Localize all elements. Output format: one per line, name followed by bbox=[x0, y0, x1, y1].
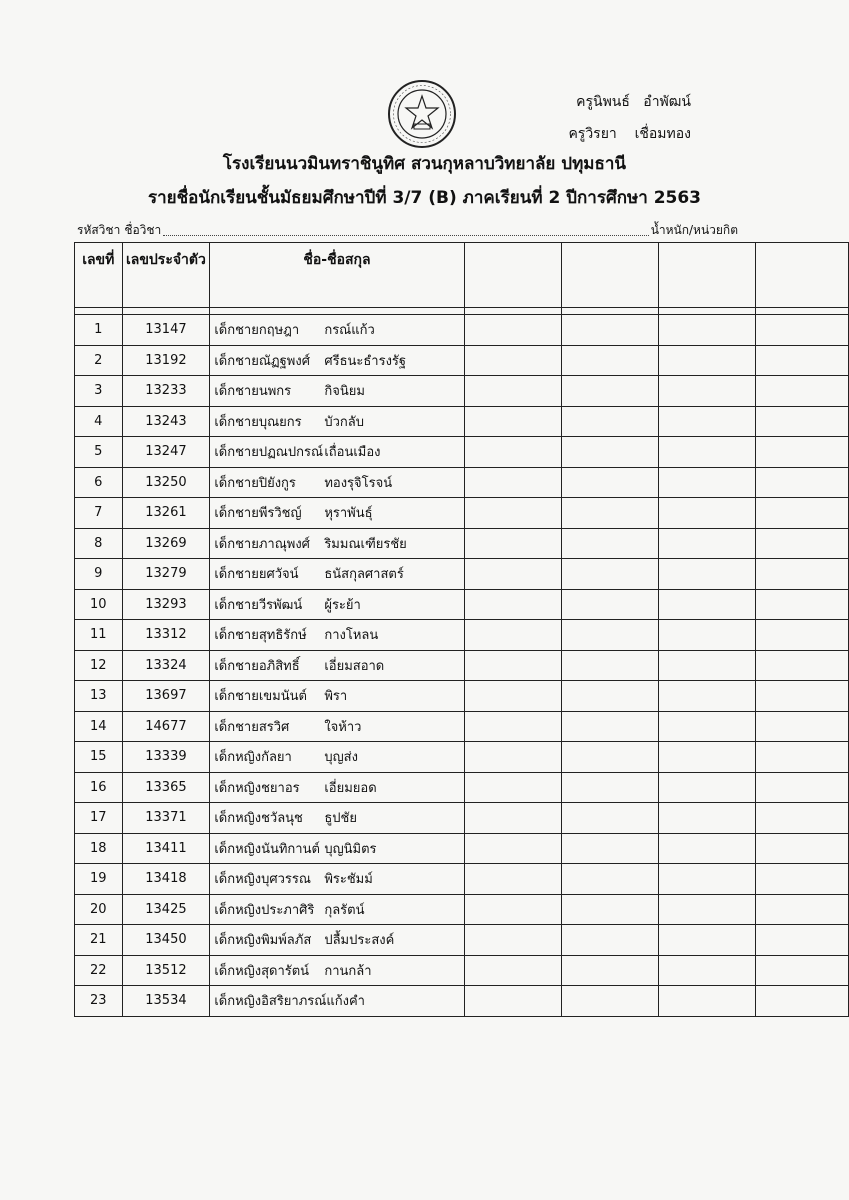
cell-blank-3 bbox=[658, 559, 755, 590]
cell-last-name: เอี่ยมสอาด bbox=[324, 658, 385, 674]
cell-blank-2 bbox=[561, 925, 658, 956]
cell-blank-2 bbox=[561, 864, 658, 895]
cell-blank-1 bbox=[464, 620, 561, 651]
cell-first-name: เด็กชายสรวิศ bbox=[214, 719, 290, 735]
cell-blank-1 bbox=[464, 406, 561, 437]
cell-blank-2 bbox=[561, 528, 658, 559]
cell-blank-3 bbox=[658, 528, 755, 559]
cell-student-id: 13261 bbox=[122, 498, 210, 529]
teacher-1-name: ครูนิพนธ์ bbox=[576, 94, 630, 110]
cell-blank-1 bbox=[464, 833, 561, 864]
cell-blank-3 bbox=[658, 742, 755, 773]
cell-full-name bbox=[210, 467, 464, 498]
cell-last-name: บุญส่ง bbox=[324, 750, 358, 766]
course-name-label: ชื่อวิชา bbox=[124, 223, 162, 237]
cell-last-name: พิระชัมม์ bbox=[324, 872, 373, 888]
cell-full-name bbox=[210, 406, 464, 437]
cell-blank-1 bbox=[464, 864, 561, 895]
cell-full-name bbox=[210, 711, 464, 742]
cell-blank-2 bbox=[561, 711, 658, 742]
table-row bbox=[75, 742, 849, 773]
table-row bbox=[75, 955, 849, 986]
cell-full-name bbox=[210, 345, 464, 376]
cell-student-id: 13247 bbox=[122, 437, 210, 468]
cell-first-name: เด็กชายปิยังกูร bbox=[214, 475, 296, 491]
cell-blank-3 bbox=[658, 498, 755, 529]
cell-blank-1 bbox=[464, 681, 561, 712]
cell-full-name bbox=[210, 864, 464, 895]
cell-blank-2 bbox=[561, 467, 658, 498]
cell-blank-1 bbox=[464, 894, 561, 925]
cell-student-id: 13450 bbox=[122, 925, 210, 956]
cell-blank-2 bbox=[561, 498, 658, 529]
cell-blank-2 bbox=[561, 376, 658, 407]
cell-blank-4 bbox=[755, 528, 848, 559]
table-row bbox=[75, 833, 849, 864]
cell-full-name bbox=[210, 894, 464, 925]
table-row bbox=[75, 711, 849, 742]
school-name: โรงเรียนนวมินทราชินูทิศ สวนกุหลาบวิทยาลัย ปทุมธานี bbox=[222, 154, 627, 174]
cell-student-id: 13269 bbox=[122, 528, 210, 559]
header-full-name: ชื่อ-ชื่อสกุล bbox=[210, 243, 464, 308]
header-student-id: เลขประจำตัว bbox=[122, 243, 210, 308]
cell-first-name: เด็กชายปฏณปกรณ์ bbox=[214, 445, 324, 461]
cell-blank-1 bbox=[464, 742, 561, 773]
cell-number: 1 bbox=[75, 315, 123, 346]
cell-student-id: 13147 bbox=[122, 315, 210, 346]
cell-blank-3 bbox=[658, 864, 755, 895]
cell-full-name bbox=[210, 803, 464, 834]
cell-student-id: 13312 bbox=[122, 620, 210, 651]
cell-blank-2 bbox=[561, 406, 658, 437]
cell-blank-2 bbox=[561, 589, 658, 620]
cell-student-id: 13425 bbox=[122, 894, 210, 925]
cell-number: 9 bbox=[75, 559, 123, 590]
table-row bbox=[75, 467, 849, 498]
table-row bbox=[75, 345, 849, 376]
cell-blank-4 bbox=[755, 650, 848, 681]
cell-blank-3 bbox=[658, 437, 755, 468]
cell-blank-3 bbox=[658, 467, 755, 498]
cell-blank-4 bbox=[755, 437, 848, 468]
cell-first-name: เด็กชายณัฏฐพงศ์ bbox=[214, 353, 310, 369]
cell-blank-4 bbox=[755, 681, 848, 712]
cell-last-name: กรณ์แก้ว bbox=[324, 323, 375, 339]
cell-first-name: เด็กหญิงสุดารัตน์ bbox=[214, 963, 310, 979]
cell-number: 7 bbox=[75, 498, 123, 529]
table-row bbox=[75, 437, 849, 468]
cell-full-name bbox=[210, 742, 464, 773]
cell-number: 19 bbox=[75, 864, 123, 895]
cell-blank-3 bbox=[658, 650, 755, 681]
cell-blank-3 bbox=[658, 803, 755, 834]
cell-student-id: 13418 bbox=[122, 864, 210, 895]
cell-number: 13 bbox=[75, 681, 123, 712]
cell-number: 23 bbox=[75, 986, 123, 1017]
cell-full-name bbox=[210, 986, 464, 1017]
header-blank-1 bbox=[464, 243, 561, 308]
cell-first-name: เด็กชายกฤษฎา bbox=[214, 323, 300, 339]
cell-blank-3 bbox=[658, 620, 755, 651]
cell-blank-1 bbox=[464, 437, 561, 468]
cell-first-name: เด็กชายยศวัจน์ bbox=[214, 567, 299, 583]
cell-first-name: เด็กหญิงชยาอร bbox=[214, 780, 300, 796]
table-row bbox=[75, 559, 849, 590]
cell-number: 22 bbox=[75, 955, 123, 986]
cell-blank-3 bbox=[658, 589, 755, 620]
cell-first-name: เด็กหญิงประภาศิริ bbox=[214, 902, 315, 918]
cell-blank-3 bbox=[658, 681, 755, 712]
cell-number: 12 bbox=[75, 650, 123, 681]
cell-blank-2 bbox=[561, 833, 658, 864]
cell-student-id: 13243 bbox=[122, 406, 210, 437]
cell-number: 17 bbox=[75, 803, 123, 834]
cell-last-name: กิจนิยม bbox=[324, 384, 365, 400]
cell-blank-2 bbox=[561, 955, 658, 986]
cell-first-name: เด็กชายภาณุพงศ์ bbox=[214, 536, 310, 552]
cell-blank-4 bbox=[755, 559, 848, 590]
cell-first-name: เด็กชายอภิสิทธิ์ bbox=[214, 658, 300, 674]
cell-blank-4 bbox=[755, 742, 848, 773]
cell-student-id: 13233 bbox=[122, 376, 210, 407]
cell-blank-2 bbox=[561, 772, 658, 803]
cell-blank-2 bbox=[561, 681, 658, 712]
cell-blank-1 bbox=[464, 925, 561, 956]
table-row bbox=[75, 894, 849, 925]
cell-blank-4 bbox=[755, 406, 848, 437]
cell-last-name: ใจห้าว bbox=[324, 719, 362, 735]
cell-student-id: 13279 bbox=[122, 559, 210, 590]
cell-blank-2 bbox=[561, 620, 658, 651]
cell-full-name bbox=[210, 559, 464, 590]
table-row bbox=[75, 620, 849, 651]
cell-number: 18 bbox=[75, 833, 123, 864]
teacher-2 bbox=[568, 118, 691, 150]
cell-last-name: เอี่ยมยอด bbox=[324, 780, 377, 796]
cell-first-name: เด็กหญิงนันทิกานต์ bbox=[214, 841, 320, 857]
cell-blank-3 bbox=[658, 925, 755, 956]
cell-full-name bbox=[210, 589, 464, 620]
cell-student-id: 13293 bbox=[122, 589, 210, 620]
cell-last-name: ทองรุจิโรจน์ bbox=[324, 475, 393, 491]
cell-student-id: 13324 bbox=[122, 650, 210, 681]
cell-last-name: กานกล้า bbox=[324, 963, 372, 979]
cell-full-name bbox=[210, 681, 464, 712]
table-row bbox=[75, 528, 849, 559]
cell-blank-4 bbox=[755, 315, 848, 346]
student-roster-table bbox=[74, 242, 849, 1017]
course-name-blank bbox=[163, 221, 648, 236]
cell-blank-4 bbox=[755, 772, 848, 803]
cell-last-name: พิรา bbox=[324, 689, 348, 705]
cell-full-name bbox=[210, 315, 464, 346]
cell-number: 11 bbox=[75, 620, 123, 651]
cell-blank-1 bbox=[464, 376, 561, 407]
cell-blank-4 bbox=[755, 498, 848, 529]
cell-blank-3 bbox=[658, 833, 755, 864]
cell-blank-4 bbox=[755, 803, 848, 834]
cell-first-name: เด็กชายนพกร bbox=[214, 384, 292, 400]
cell-blank-4 bbox=[755, 376, 848, 407]
table-row bbox=[75, 681, 849, 712]
cell-blank-3 bbox=[658, 345, 755, 376]
table-row bbox=[75, 650, 849, 681]
teacher-1-surname: อำพัฒน์ bbox=[643, 94, 691, 110]
cell-last-name: แก้งคำ bbox=[326, 994, 365, 1010]
table-header-row bbox=[75, 243, 849, 308]
cell-blank-1 bbox=[464, 315, 561, 346]
cell-student-id: 13365 bbox=[122, 772, 210, 803]
cell-blank-1 bbox=[464, 986, 561, 1017]
cell-number: 15 bbox=[75, 742, 123, 773]
cell-blank-1 bbox=[464, 650, 561, 681]
cell-blank-2 bbox=[561, 803, 658, 834]
table-row bbox=[75, 864, 849, 895]
cell-blank-4 bbox=[755, 955, 848, 986]
cell-student-id: 13339 bbox=[122, 742, 210, 773]
teacher-signatures bbox=[568, 86, 691, 150]
cell-last-name: บัวกลับ bbox=[324, 414, 364, 430]
cell-blank-1 bbox=[464, 559, 561, 590]
cell-student-id: 13411 bbox=[122, 833, 210, 864]
cell-full-name bbox=[210, 620, 464, 651]
cell-blank-4 bbox=[755, 711, 848, 742]
cell-first-name: เด็กชายสุทธิรักษ์ bbox=[214, 628, 307, 644]
cell-number: 14 bbox=[75, 711, 123, 742]
table-row bbox=[75, 498, 849, 529]
cell-blank-1 bbox=[464, 711, 561, 742]
teacher-2-name: ครูวิรยา bbox=[568, 126, 617, 142]
cell-student-id: 13192 bbox=[122, 345, 210, 376]
cell-blank-2 bbox=[561, 437, 658, 468]
cell-number: 6 bbox=[75, 467, 123, 498]
cell-blank-1 bbox=[464, 589, 561, 620]
header-spacer-row bbox=[75, 308, 849, 315]
cell-student-id: 13697 bbox=[122, 681, 210, 712]
cell-blank-2 bbox=[561, 650, 658, 681]
roster-body bbox=[75, 315, 849, 1017]
cell-number: 4 bbox=[75, 406, 123, 437]
cell-first-name: เด็กชายวีรพัฒน์ bbox=[214, 597, 303, 613]
table-row bbox=[75, 315, 849, 346]
cell-first-name: เด็กชายบุณยกร bbox=[214, 414, 302, 430]
cell-blank-3 bbox=[658, 315, 755, 346]
table-row bbox=[75, 406, 849, 437]
cell-student-id: 14677 bbox=[122, 711, 210, 742]
cell-last-name: ผู้ระย้า bbox=[324, 597, 361, 613]
cell-blank-1 bbox=[464, 772, 561, 803]
cell-last-name: เถื่อนเมือง bbox=[324, 445, 381, 461]
header-blank-4 bbox=[755, 243, 848, 308]
cell-full-name bbox=[210, 437, 464, 468]
cell-number: 2 bbox=[75, 345, 123, 376]
cell-full-name bbox=[210, 772, 464, 803]
cell-blank-3 bbox=[658, 376, 755, 407]
cell-blank-2 bbox=[561, 345, 658, 376]
cell-full-name bbox=[210, 833, 464, 864]
list-title: รายชื่อนักเรียนชั้นมัธยมศึกษาปีที่ 3/7 (B) ภาคเรียนที่ 2 ปีการศึกษา 2563 bbox=[147, 188, 702, 208]
cell-full-name bbox=[210, 925, 464, 956]
cell-blank-3 bbox=[658, 955, 755, 986]
table-row bbox=[75, 803, 849, 834]
cell-blank-4 bbox=[755, 894, 848, 925]
cell-first-name: เด็กชายพีรวิชญ์ bbox=[214, 506, 302, 522]
cell-full-name bbox=[210, 498, 464, 529]
cell-blank-1 bbox=[464, 955, 561, 986]
cell-full-name bbox=[210, 650, 464, 681]
course-code-label: รหัสวิชา bbox=[77, 223, 121, 237]
cell-full-name bbox=[210, 955, 464, 986]
cell-full-name bbox=[210, 528, 464, 559]
course-info-line bbox=[77, 221, 742, 240]
cell-blank-1 bbox=[464, 528, 561, 559]
cell-blank-4 bbox=[755, 986, 848, 1017]
cell-first-name: เด็กหญิงอิสริยาภรณ์ bbox=[214, 994, 327, 1010]
cell-student-id: 13512 bbox=[122, 955, 210, 986]
cell-last-name: ธนัสกุลศาสตร์ bbox=[324, 567, 404, 583]
cell-blank-3 bbox=[658, 772, 755, 803]
cell-student-id: 13250 bbox=[122, 467, 210, 498]
cell-blank-1 bbox=[464, 467, 561, 498]
cell-blank-4 bbox=[755, 589, 848, 620]
header-blank-2 bbox=[561, 243, 658, 308]
cell-number: 5 bbox=[75, 437, 123, 468]
cell-last-name: กุลรัตน์ bbox=[324, 902, 365, 918]
credit-label: น้ำหนัก/หน่วยกิต bbox=[650, 223, 738, 237]
table-row bbox=[75, 986, 849, 1017]
cell-last-name: ธูปชัย bbox=[324, 811, 357, 827]
table-row bbox=[75, 376, 849, 407]
teacher-1 bbox=[568, 86, 691, 118]
cell-last-name: ศรีธนะธำรงรัฐ bbox=[324, 353, 407, 369]
cell-first-name: เด็กหญิงชวัลนุช bbox=[214, 811, 303, 827]
cell-blank-4 bbox=[755, 620, 848, 651]
cell-number: 21 bbox=[75, 925, 123, 956]
cell-blank-3 bbox=[658, 711, 755, 742]
cell-number: 16 bbox=[75, 772, 123, 803]
cell-first-name: เด็กชายเขมนันต์ bbox=[214, 689, 307, 705]
cell-first-name: เด็กหญิงพิมพ์ลภัส bbox=[214, 933, 312, 949]
cell-first-name: เด็กหญิงกัลยา bbox=[214, 750, 292, 766]
cell-student-id: 13534 bbox=[122, 986, 210, 1017]
teacher-2-surname: เชื่อมทอง bbox=[634, 126, 691, 142]
cell-blank-4 bbox=[755, 345, 848, 376]
cell-blank-1 bbox=[464, 345, 561, 376]
cell-blank-3 bbox=[658, 894, 755, 925]
cell-last-name: ริมมณเฑียรชัย bbox=[324, 536, 407, 552]
table-row bbox=[75, 772, 849, 803]
cell-blank-3 bbox=[658, 406, 755, 437]
cell-last-name: หุราพันธุ์ bbox=[324, 506, 373, 522]
cell-student-id: 13371 bbox=[122, 803, 210, 834]
cell-blank-4 bbox=[755, 833, 848, 864]
cell-number: 3 bbox=[75, 376, 123, 407]
cell-blank-1 bbox=[464, 803, 561, 834]
cell-blank-2 bbox=[561, 894, 658, 925]
cell-last-name: กางโหลน bbox=[324, 628, 379, 644]
table-row bbox=[75, 589, 849, 620]
cell-number: 20 bbox=[75, 894, 123, 925]
cell-blank-2 bbox=[561, 315, 658, 346]
cell-blank-1 bbox=[464, 498, 561, 529]
cell-blank-2 bbox=[561, 986, 658, 1017]
cell-number: 10 bbox=[75, 589, 123, 620]
cell-blank-3 bbox=[658, 986, 755, 1017]
cell-blank-4 bbox=[755, 925, 848, 956]
cell-blank-2 bbox=[561, 559, 658, 590]
cell-blank-4 bbox=[755, 467, 848, 498]
school-seal-icon bbox=[386, 78, 458, 150]
cell-last-name: บุญนิมิตร bbox=[324, 841, 377, 857]
header-blank-3 bbox=[658, 243, 755, 308]
header-number: เลขที่ bbox=[75, 243, 123, 308]
cell-blank-2 bbox=[561, 742, 658, 773]
table-row bbox=[75, 925, 849, 956]
cell-number: 8 bbox=[75, 528, 123, 559]
cell-full-name bbox=[210, 376, 464, 407]
cell-first-name: เด็กหญิงบุศวรรณ bbox=[214, 872, 311, 888]
cell-blank-4 bbox=[755, 864, 848, 895]
cell-last-name: ปลื้มประสงค์ bbox=[324, 933, 395, 949]
